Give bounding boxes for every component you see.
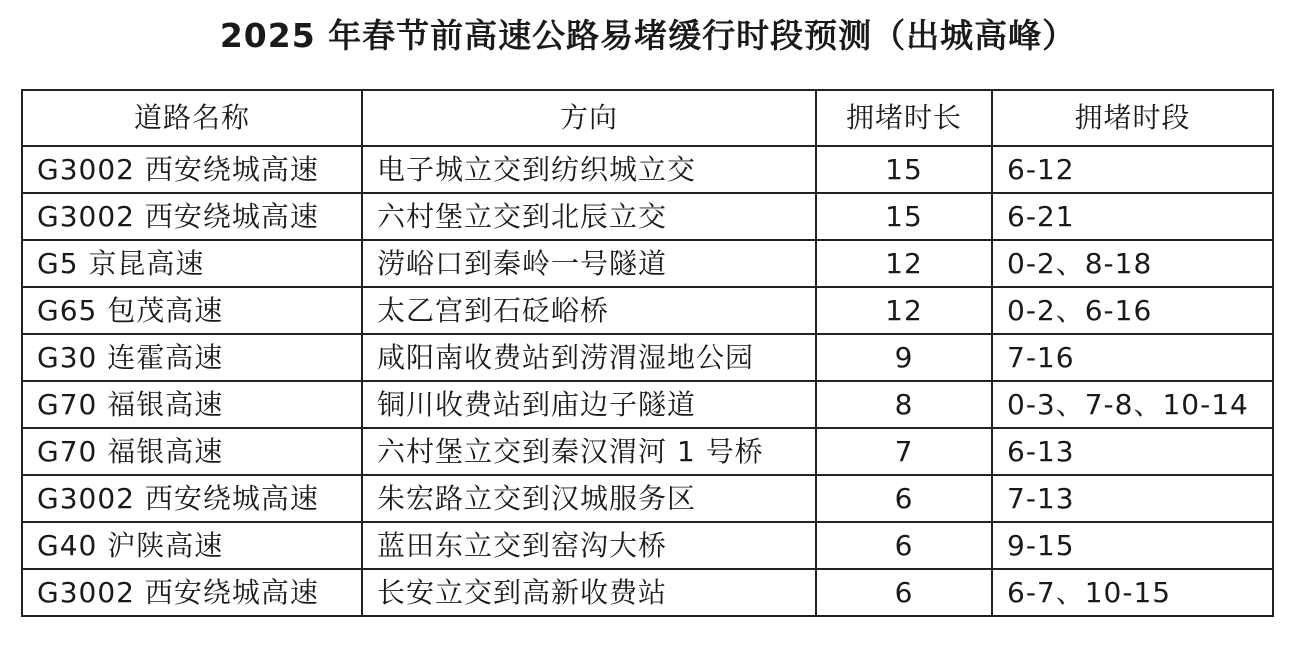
direction-cell: 长安立交到高新收费站 [362,569,816,616]
table-row [22,334,1273,381]
page-title: 2025 年春节前高速公路易堵缓行时段预测（出城高峰） [219,16,1077,55]
period-cell: 6-12 [992,146,1273,193]
period-cell: 6-13 [992,428,1273,475]
duration-cell: 6 [816,522,992,569]
table-row [22,381,1273,428]
direction-cell: 六村堡立交到北辰立交 [362,193,816,240]
road-name-cell: G70 福银高速 [22,381,362,428]
duration-cell: 15 [816,193,992,240]
table-header-row [22,90,1273,146]
duration-cell: 12 [816,287,992,334]
direction-cell: 六村堡立交到秦汉渭河 1 号桥 [362,428,816,475]
road-name-cell: G70 福银高速 [22,428,362,475]
period-cell: 7-16 [992,334,1273,381]
direction-cell: 涝峪口到秦岭一号隧道 [362,240,816,287]
period-cell: 6-7、10-15 [992,569,1273,616]
table-row [22,146,1273,193]
road-name-cell: G5 京昆高速 [22,240,362,287]
table-row [22,569,1273,616]
period-cell: 6-21 [992,193,1273,240]
table-row [22,240,1273,287]
direction-cell: 蓝田东立交到窑沟大桥 [362,522,816,569]
duration-cell: 8 [816,381,992,428]
table-row [22,428,1273,475]
road-name-cell: G3002 西安绕城高速 [22,193,362,240]
road-name-cell: G3002 西安绕城高速 [22,475,362,522]
header-period: 拥堵时段 [992,90,1273,146]
road-name-cell: G3002 西安绕城高速 [22,569,362,616]
duration-cell: 6 [816,475,992,522]
period-cell: 0-3、7-8、10-14 [992,381,1273,428]
header-direction: 方向 [362,90,816,146]
table-row [22,287,1273,334]
period-cell: 7-13 [992,475,1273,522]
table-row [22,193,1273,240]
congestion-table [21,89,1274,617]
road-name-cell: G40 沪陕高速 [22,522,362,569]
direction-cell: 电子城立交到纺织城立交 [362,146,816,193]
duration-cell: 12 [816,240,992,287]
period-cell: 0-2、6-16 [992,287,1273,334]
header-duration: 拥堵时长 [816,90,992,146]
duration-cell: 7 [816,428,992,475]
road-name-cell: G30 连霍高速 [22,334,362,381]
header-road-name: 道路名称 [22,90,362,146]
direction-cell: 咸阳南收费站到涝渭湿地公园 [362,334,816,381]
period-cell: 0-2、8-18 [992,240,1273,287]
direction-cell: 太乙宫到石砭峪桥 [362,287,816,334]
direction-cell: 铜川收费站到庙边子隧道 [362,381,816,428]
duration-cell: 15 [816,146,992,193]
period-cell: 9-15 [992,522,1273,569]
direction-cell: 朱宏路立交到汉城服务区 [362,475,816,522]
road-name-cell: G3002 西安绕城高速 [22,146,362,193]
table-row [22,475,1273,522]
road-name-cell: G65 包茂高速 [22,287,362,334]
table-row [22,522,1273,569]
duration-cell: 9 [816,334,992,381]
duration-cell: 6 [816,569,992,616]
